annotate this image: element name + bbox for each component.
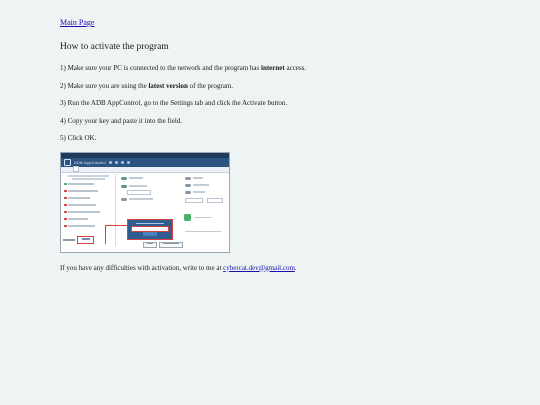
- download-icon: [127, 161, 130, 164]
- page-title: How to activate the program: [60, 42, 169, 52]
- warning-icon: [64, 211, 67, 214]
- setting-toggle: [121, 185, 147, 188]
- warning-icon: [64, 218, 67, 221]
- app-footer-buttons: [143, 242, 183, 248]
- panel-row: [62, 181, 115, 188]
- setting-toggle: [121, 198, 153, 201]
- app-footer-button: [143, 242, 157, 248]
- setting-input: [185, 198, 203, 204]
- app-logo-icon: [64, 159, 71, 166]
- activation-dialog-image: [127, 219, 173, 240]
- warning-icon: [64, 190, 67, 193]
- refresh-icon: [109, 161, 112, 164]
- step-1: 1) Make sure your PC is connected to the network and the program has internet access.: [60, 64, 307, 72]
- panel-row: [62, 209, 115, 216]
- panel-row: [62, 188, 115, 195]
- setting-toggle: [121, 177, 143, 180]
- app-tab-settings: [73, 166, 79, 172]
- app-body: [61, 173, 229, 252]
- setting-input: [127, 190, 151, 196]
- panel-row: [62, 202, 115, 209]
- setting-toggle: [185, 191, 205, 194]
- app-name: ADB AppControl: [74, 159, 106, 165]
- setting-input: [207, 198, 223, 204]
- panel-row: [62, 216, 115, 223]
- warning-icon: [64, 204, 67, 207]
- step-5: 5) Click OK.: [60, 134, 97, 142]
- activate-button-image: [77, 236, 94, 244]
- step-4: 4) Copy your key and paste it into the field.: [60, 116, 183, 125]
- main-page-link[interactable]: Main Page: [60, 18, 95, 27]
- app-footer-button: [159, 242, 183, 248]
- step-2: 2) Make sure you are using the latest version of the program.: [60, 81, 234, 90]
- android-icon: [184, 214, 191, 221]
- content: [60, 12, 480, 281]
- settings-icon: [115, 161, 118, 164]
- step-3: 3) Run the ADB AppControl, go to the Settings tab and click the Activate button.: [60, 99, 288, 107]
- setting-toggle: [185, 184, 209, 187]
- warning-icon: [64, 197, 67, 200]
- app-tab: [63, 167, 67, 171]
- app-tab: [68, 167, 72, 171]
- setting-toggle: [185, 177, 203, 180]
- info-icon: [121, 161, 124, 164]
- activation-steps-panel: [62, 174, 116, 246]
- warning-icon: [64, 225, 67, 228]
- ok-button-image: [143, 232, 157, 236]
- panel-title: [62, 174, 115, 181]
- app-header: [61, 158, 229, 167]
- activate-area: [63, 236, 94, 244]
- panel-row: [62, 195, 115, 202]
- check-icon: [64, 183, 67, 186]
- activation-screenshot: [60, 152, 230, 253]
- support-email-link[interactable]: cybercat.dev@gmail.com: [223, 263, 295, 272]
- support-text: If you have any difficulties with activation, write to me at cybercat.dev@gmail.com.: [60, 263, 297, 272]
